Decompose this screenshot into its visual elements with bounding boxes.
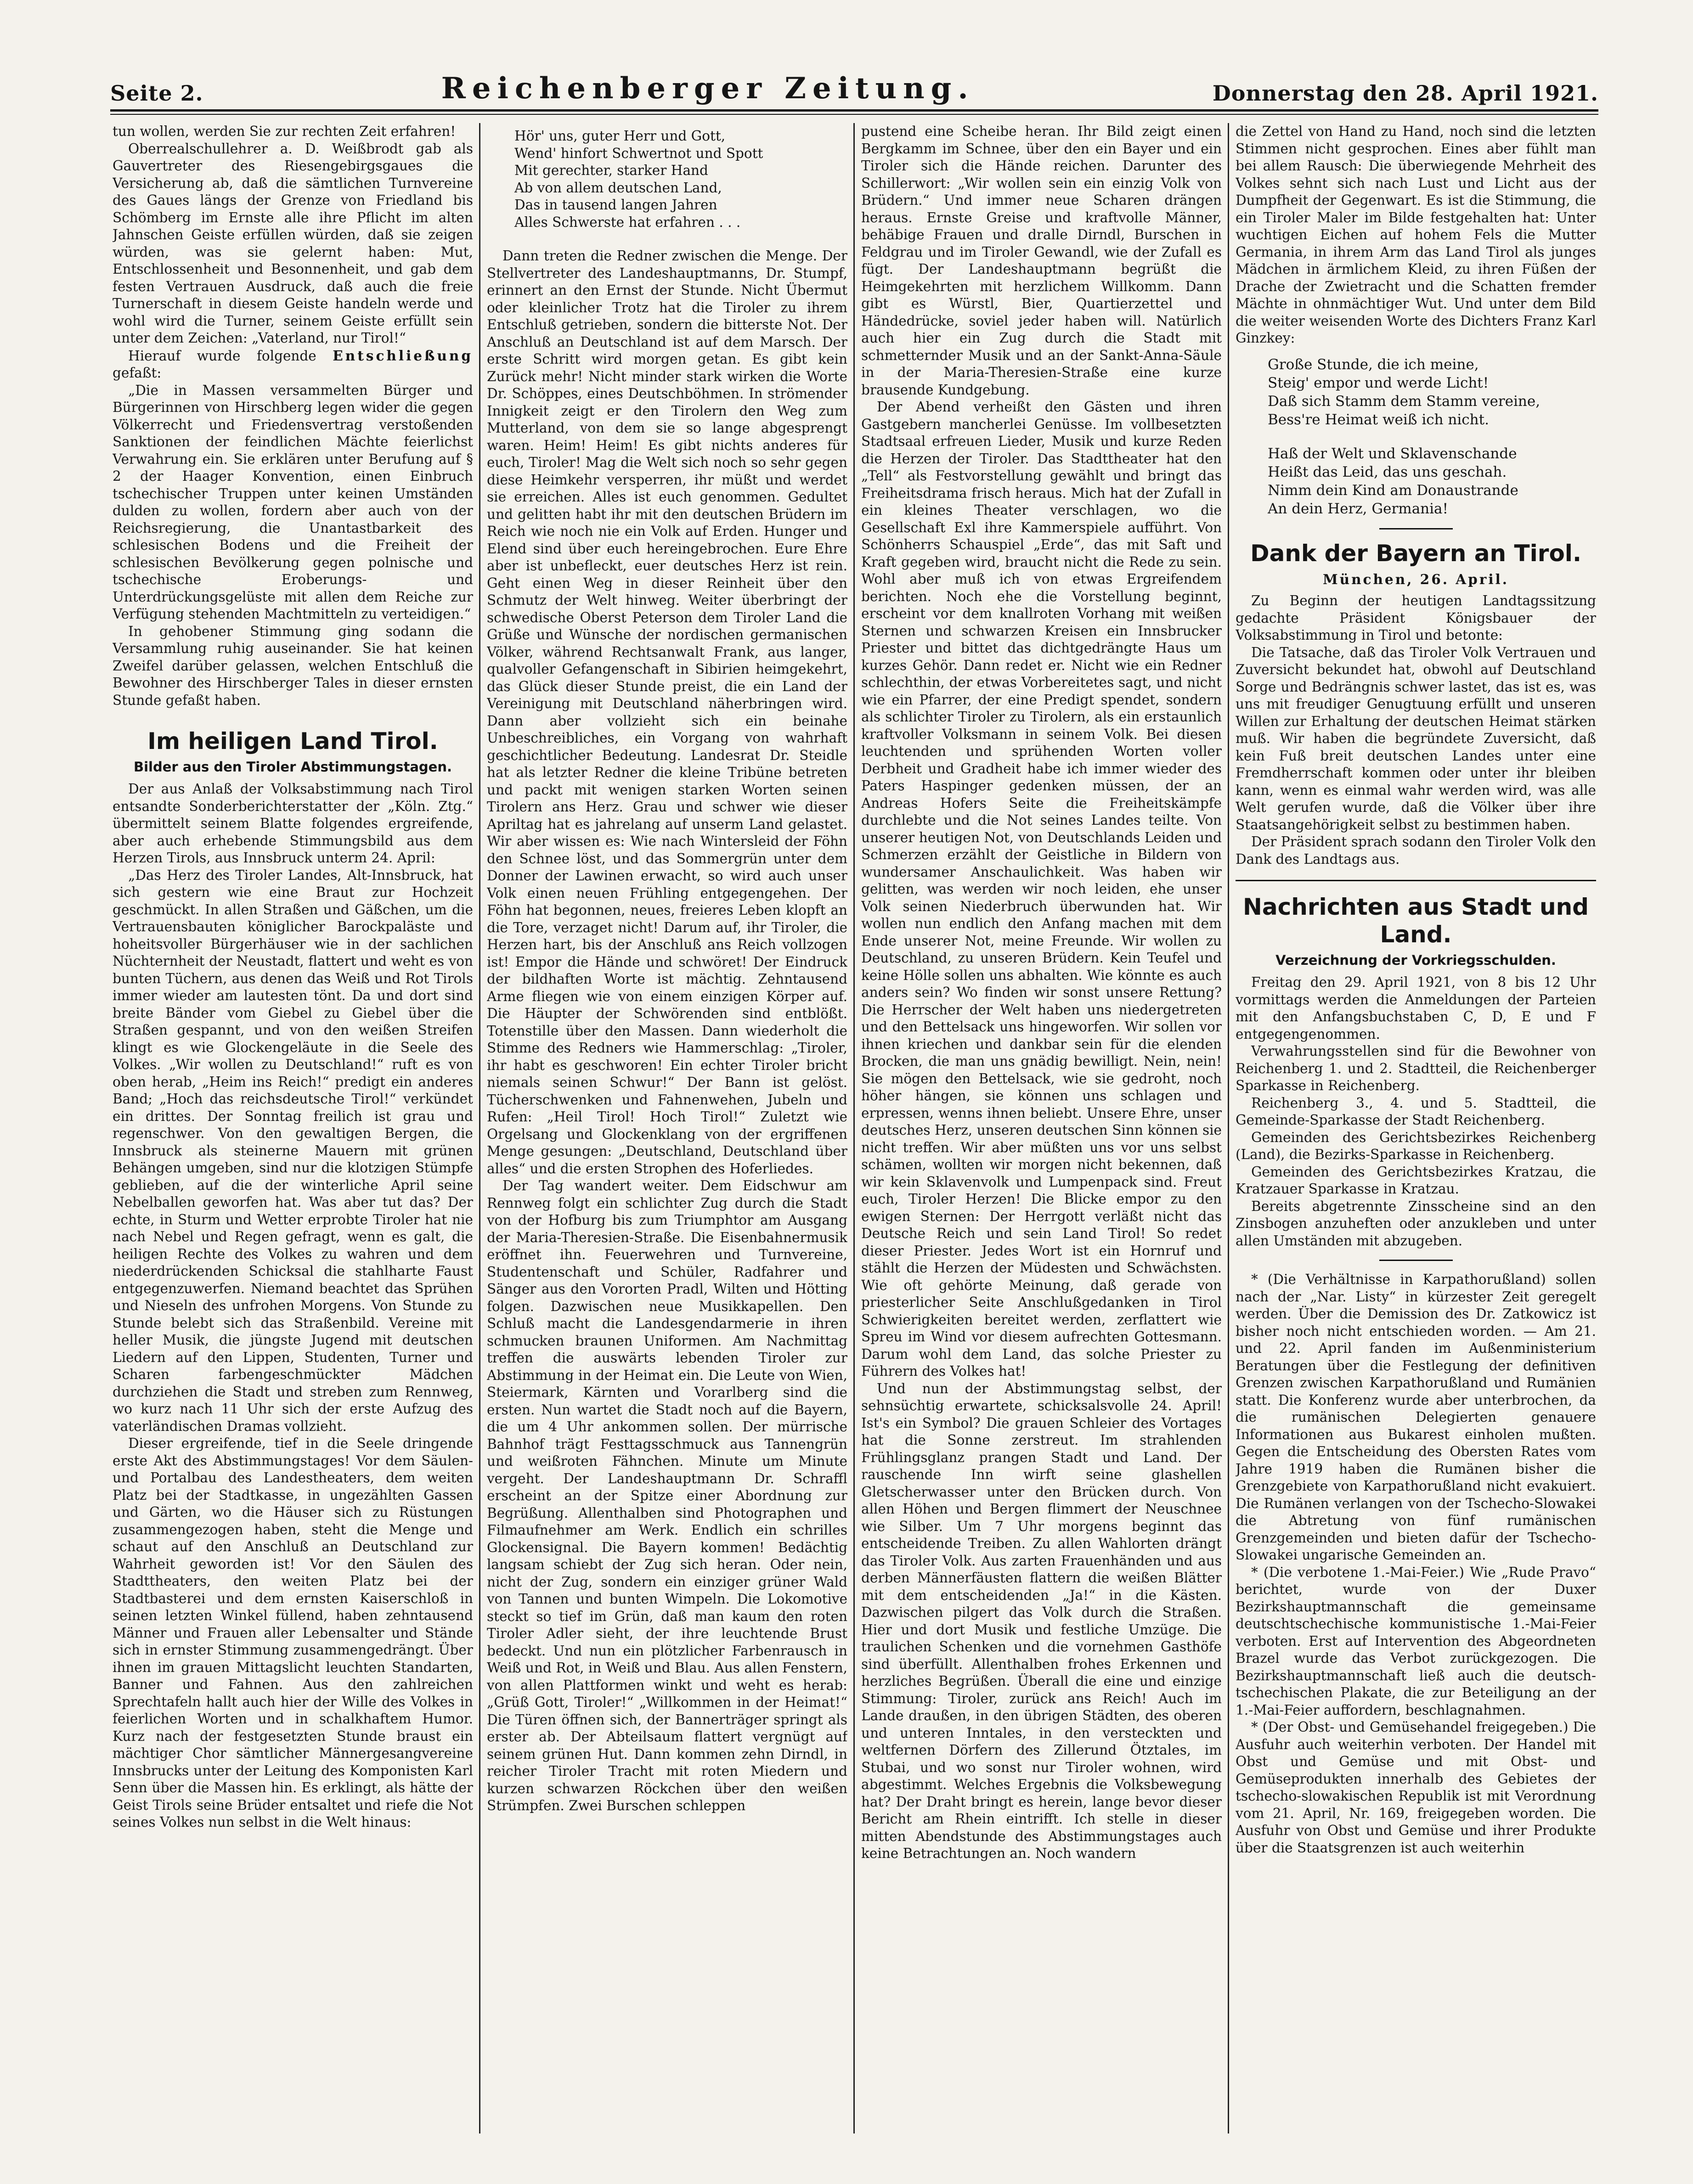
page-number: Seite 2. bbox=[110, 81, 203, 106]
paragraph: Bereits abgetrennte Zinsscheine sind an den Zinsbogen anzuheften oder anzukleben und unter allen Umständen mit abzugeben. bbox=[1236, 1198, 1596, 1249]
issue-date: Donnerstag den 28. April 1921. bbox=[1212, 81, 1598, 106]
paragraph: Die Tatsache, daß das Tiroler Volk Vertrauen und Zuversicht bekundet hat, obwohl auf Deutschland Sorge und Bedrängnis schwer lastet, das ist es, was uns mit freudiger Genugtuung erfüllt und unseren Willen zur Erhaltung der deutschen Heimat stärken muß. Wir haben die begründete Zuversicht, daß kein Fuß breit deutschen Landes unter eine Fremdherrschaft kommen oder unter ihr bleiben kann, wenn es einmal wahr werden wird, was alle Welt gerufen wurde, daß die Völker über ihre Staatsangehörigkeit selbst zu bestimmen haben. bbox=[1236, 644, 1596, 833]
dateline: München, 26. April. bbox=[1322, 571, 1509, 587]
news-item: * (Die verbotene 1.-Mai-Feier.) Wie „Rude Pravo“ berichtet, wurde von der Duxer Bezirkshauptmannschaft die gemeinsame deutschtschechische kommunistische 1.-Mai-Feier verboten. Erst auf Intervention des Abgeordneten Brazel wurde das Verbot zurückgezogen. Die Bezirkshauptmannschaft ließ auch die deutsch-tschechischen Plakate, die zur Beteiligung an der 1.-Mai-Feier auffordern, beschlagnahmen. bbox=[1236, 1564, 1596, 1718]
section-heading: Nachrichten aus Stadt und Land. bbox=[1243, 894, 1589, 948]
paragraph: Der Tag wandert weiter. Dem Eidschwur am Rennweg folgt ein schlichter Zug durch die Stadt von der Hofburg bis zum Triumphtor am Ausgang der Maria-Theresien-Straße. Die Eisenbahnermusik eröffnet ihn. Feuerwehren und Turnvereine, Studentenschaft und Schüler, Radfahrer und Sänger aus den Vororten Pradl, Wilten und Hötting folgen. Dazwischen neue Musikkapellen. Den Schluß macht die Landesgendarmerie in ihren schmucken braunen Uniformen. Am Nachmittag treffen die auswärts lebenden Tiroler zur Abstimmung in der Heimat ein. Die Leute von Wien, Steiermark, Kärnten und Vorarlberg sind die ersten. Nun wartet die Stadt noch auf die Bayern, die um 4 Uhr ankommen sollen. Der mürrische Bahnhof trägt Festtagsschmuck aus Tannengrün und weißroten Fähnchen. Minute um Minute vergeht. Der Landeshauptmann Dr. Schraffl erscheint an der Spitze einer Abordnung zur Begrüßung. Allenthalben sind Photographen und Filmaufnehmer am Werk. Endlich ein schrilles Glockensignal. Die Bayern kommen! Bedächtig langsam schiebt der Zug sich heran. Oder nein, nicht der Zug, sondern ein einziger grüner Wald von Tannen und bunten Wimpeln. Die Lokomotive steckt so tief im Grün, daß man kaum den roten Tiroler Adler sieht, der ihre leuchtende Brust bedeckt. Und nun ein plötzlicher Farbenrausch in Weiß und Rot, in Weiß und Blau. Aus allen Fenstern, von allen Plattformen winkt und weht es herab: „Grüß Gott, Tiroler!“ „Willkommen in der Heimat!“ Die Türen öffnen sich, der Bannerträger springt als erster ab. Der Abteilsaum flattert vergnügt auf seinem grünen Hut. Dann kommen zehn Dirndl, in reicher Tiroler Tracht mit roten Miedern und kurzen schwarzen Röckchen über den weißen Strümpfen. Zwei Burschen schleppen bbox=[487, 1178, 847, 1813]
paragraph: Gemeinden des Gerichtsbezirkes Reichenberg (Land), die Bezirks-Sparkasse in Reichenberg. bbox=[1236, 1129, 1596, 1162]
article-heading: Im heiligen Land Tirol. bbox=[147, 728, 438, 754]
column-2 bbox=[487, 123, 847, 2133]
poem-line: Alles Schwerste hat erfahren . . . bbox=[514, 214, 741, 230]
paragraph: „Das Herz des Tiroler Landes, Alt-Innsbruck, hat sich gestern wie eine Braut zur Hochzeit geschmückt. In allen Straßen und Gäßchen, um die Vertrauensbauten königlicher Barockpaläste und hoheitsvoller Bürgerhäuser wie in der sachlichen Nüchternheit der Neustadt, flattert und weht es von bunten Tüchern, aus denen das Weiß und Rot Tirols immer wieder am lautesten tönt. Da und dort sind breite Bänder vom Giebel zu Giebel über die Straßen gespannt, und von den weißen Streifen klingt es wie Glockengeläute in die Seele des Volkes. „Wir wollen zu Deutschland!“ ruft es von oben herab, „Heim ins Reich!“ predigt ein anderes Band; „Hoch das reichsdeutsche Tirol!“ verkündet ein drittes. Der Sonntag freilich ist grau und regenschwer. Von den gewaltigen Bergen, die Innsbruck als steinerne Mauern mit grünen Behängen umgeben, sind nur die klotzigen Stümpfe geblieben, auf die der winterliche April seine Nebelballen geworfen hat. Was aber tut das? Der echte, in Sturm und Wetter erprobte Tiroler hat nie nach Nebel und Regen gefragt, wenn es galt, die heiligen Rechte des Volkes zu wahren und dem niederdrückenden Schicksal die stahlharte Faust entgegenzuwerfen. Niemand beachtet das Sprühen und Nieseln des unfrohen Morgens. Von Stunde zu Stunde belebt sich das Straßenbild. Vereine mit heller Musik, die jüngste Jugend mit deutschen Liedern auf den Lippen, Studenten, Turner und Scharen farbengeschmückter Mädchen durchziehen die Stadt und streben zum Rennweg, wo kurz nach 11 Uhr sich der erste Aufzug des vaterländischen Dramas vollzieht. bbox=[113, 867, 473, 1434]
column-3 bbox=[861, 123, 1222, 2133]
poem-line: Bess're Heimat weiß ich nicht. bbox=[1268, 411, 1489, 428]
paragraph: Der Präsident sprach sodann den Tiroler Volk den Dank des Landtags aus. bbox=[1236, 834, 1596, 867]
paragraph: Und nun der Abstimmungstag selbst, der sehnsüchtig erwartete, schicksalsvolle 24. April! Ist's ein Symbol? Die grauen Schleier des Vortages hat die Sonne zerstreut. Im strahlenden Frühlingsglanz prangen Stadt und Land. Der rauschende Inn wirft seine glashellen Gletscherwasser unter den Brücken durch. Von allen Höhen und Bergen flimmert der Neuschnee wie Silber. Um 7 Uhr morgens beginnt das entscheidende Treiben. Zu allen Wahlorten drängt das Tiroler Volk. Aus zarten Frauenhänden und aus derben Männerfäusten flattern die weißen Blätter mit dem entscheidenden „Ja!“ in die Kästen. Dazwischen pilgert das Volk durch die Straßen. Hier und dort Musik und festliche Umzüge. Die traulichen Schenken und die vornehmen Gasthöfe sind überfüllt. Allenthalben frohes Erkennen und herzliches Begrüßen. Überall die eine und einzige Stimmung: Tiroler, zurück ans Reich! Auch im Lande draußen, in den übrigen Städten, des oberen und unteren Inntales, in den versteckten und weltfernen Dörfern des Zillerund Ötztales, im Stubai, und wo sonst nur Tiroler wohnen, wird abgestimmt. Welches Ergebnis die Volksbewegung hat? Der Draht bringt es herein, lange bevor dieser Bericht am Rhein eintrifft. Ich stelle in dieser mitten Abendstunde des Abstimmungstages auch keine Betrachtungen an. Noch wandern bbox=[861, 1380, 1222, 1861]
paragraph: Verwahrungsstellen sind für die Bewohner von Reichenberg 1. und 2. Stadtteil, die Reichenberger Sparkasse in Reichenberg. bbox=[1236, 1043, 1596, 1093]
poem-line: Mit gerechter, starker Hand bbox=[514, 163, 708, 178]
poem-line: Haß der Welt und Sklavenschande bbox=[1268, 445, 1517, 462]
article-subheading: Bilder aus den Tiroler Abstimmungstagen. bbox=[133, 759, 452, 775]
paragraph: Freitag den 29. April 1921, von 8 bis 12 Uhr vormittags werden die Anmeldungen der Parteien mit den Anfangsbuchstaben C, D, E und F entgegengenommen. bbox=[1236, 974, 1596, 1042]
emphasis: Entschließung bbox=[333, 347, 473, 364]
section-divider bbox=[1379, 528, 1453, 529]
poem bbox=[514, 128, 847, 231]
paragraph: Der Abend verheißt den Gästen und ihren Gastgebern mancherlei Genüsse. Im vollbesetzten Stadtsaal erfreuen Lieder, Musik und kurze Reden die Herzen der Tiroler. Das Stadttheater hat den „Tell“ als Festvorstellung gewählt und bringt das Freiheitsdrama frisch heraus. Mich hat der Zufall in ein kleines Theater verschlagen, wo die Gesellschaft Exl ihre Kammerspiele aufführt. Von Schönherrs Schauspiel „Erde“, das mit Saft und Kraft gegeben wird, braucht nicht die Rede zu sein. Wohl aber muß ich von etwas Ergreifendem berichten. Noch ehe die Vorstellung beginnt, erscheint vor dem knallroten Vorhang mit weißen Sternen und schwarzen Kreisen ein Innsbrucker Priester und bittet das dichtgedrängte Haus um kurzes Gehör. Dann redet er. Nicht wie ein Redner schlechthin, der etwas Vorbereitetes sagt, und nicht wie ein Pfarrer, der eine Predigt spendet, sondern als schlichter Tiroler zu Tirolern, als ein erstaunlich kraftvoller Volksmann in seinem Volk. Bei diesen leuchtenden und sprühenden Worten voller Derbheit und Gradheit habe ich immer wieder des Paters Haspinger gedenken müssen, der an Andreas Hofers Seite die Freiheitskämpfe durchlebte und die Not seines Landes teilte. Von unserer heutigen Not, von Deutschlands Leiden und Schmerzen erzählt der Geistliche in Bildern von wundersamer Anschaulichkeit. Was haben wir gelitten, was werden wir noch leiden, ehe unser Volk seinen Niederbruch überwunden hat. Wir wollen nun endlich den Anfang machen mit dem Ende unserer Not, meine Freunde. Wir wollen zu Deutschland, zu unseren Brüdern. Kein Teufel und keine Hölle sollen uns abhalten. Wie könnte es auch anders sein? Wo finden wir sonst unsere Rettung? Die Herrscher der Welt haben uns niedergetreten und den Bettelsack uns hingeworfen. Wir sollen vor ihnen kriechen und dankbar sein für die elenden Brocken, die man uns gnädig bewilligt. Nein, nein! Sie mögen den Bettelsack, wie sie gedroht, noch höher hängen, sie können uns schlagen und erpressen, wenns ihnen beliebt. Unsere Ehre, unser deutsches Herz, unseren deutschen Sinn können sie nicht treffen. Wir aber müßten uns vor uns selbst schämen, wollten wir morgen nicht bekennen, daß wir kein Sklavenvolk und Lumpenpack sind. Freut euch, Tiroler Herzen! Die Blicke empor zu den ewigen Sternen: Der Herrgott verläßt nicht das Deutsche Reich und sein Land Tirol! So redet dieser Priester. Jedes Wort ist ein Hornruf und stählt die Herzen der Müdesten und Schwächsten. Wie oft gehörte Meinung, daß gerade von priesterlicher Seite Anschlußgedanken in Tirol Schwierigkeiten bereitet werden, zerflattert wie Spreu im Wind vor diesem aufrechten Gottesmann. Darum wohl dem Land, das solche Priester zu Führern des Volkes hat! bbox=[861, 399, 1222, 1379]
paragraph bbox=[113, 347, 473, 382]
column-4 bbox=[1236, 123, 1596, 2133]
text-run: Hierauf wurde folgende bbox=[128, 348, 333, 364]
paragraph: „Die in Massen versammelten Bürger und Bürgerinnen von Hirschberg legen wider die gegen Völkerrecht und Friedensvertrag verstoßenden Sanktionen der feindlichen Mächte feierlichst Verwahrung ein. Sie erklären unter Berufung auf § 2 der Haager Konvention, einen Einbruch tschechischer Truppen unter keinen Umständen dulden zu wollen, fordern aber auch von der Reichsregierung, die Unantastbarkeit des schlesischen Bodens und die Freiheit der schlesischen Bevölkerung gegen polnische und tschechische Eroberungs- und Unterdrückungsgelüste mit allen dem Reiche zur Verfügung stehenden Machtmitteln zu verteidigen.“ bbox=[113, 382, 473, 622]
poem-line: Ab von allem deutschen Land, bbox=[514, 180, 722, 196]
poem-line: Steig' empor und werde Licht! bbox=[1268, 374, 1489, 391]
paragraph: die Zettel von Hand zu Hand, noch sind die letzten Stimmen nicht gesprochen. Eines aber fühlt man bei allem Rausch: Die überwiegende Mehrheit des Volkes sehnt sich nach Lust und Licht aus der Dumpfheit der Gegenwart. Es ist die Stimmung, die ein Tiroler Maler im Bilde festgehalten hat: Unter wuchtigen Eichen auf hohem Fels die Mutter Germania, in ihrem Arm das Land Tirol als junges Mädchen in ärmlichem Kleid, zu ihren Füßen der Drache der Zwietracht und die Schatten fremder Mächte in ohnmächtiger Wut. Und unter dem Bild die weiter weisenden Worte des Dichters Franz Karl Ginzkey: bbox=[1236, 124, 1596, 346]
poem bbox=[1268, 355, 1596, 518]
paragraph: Gemeinden des Gerichtsbezirkes Kratzau, die Kratzauer Sparkasse in Kratzau. bbox=[1236, 1164, 1596, 1197]
newspaper-title: Reichenberger Zeitung. bbox=[441, 71, 975, 106]
paragraph: In gehobener Stimmung ging sodann die Versammlung ruhig auseinander. Sie hat keinen Zweifel darüber gelassen, welchen Entschluß die Bewohner des Hirschberger Tales in dieser ernsten Stunde gefaßt haben. bbox=[113, 623, 473, 708]
header-rule-thin bbox=[110, 114, 1598, 115]
poem-line: Daß sich Stamm dem Stamm vereine, bbox=[1268, 393, 1541, 410]
poem-line: An dein Herz, Germania! bbox=[1268, 500, 1448, 517]
page-header bbox=[110, 69, 1598, 106]
poem-line: Hör' uns, guter Herr und Gott, bbox=[514, 128, 726, 144]
paragraph: Dann treten die Redner zwischen die Menge. Der Stellvertreter des Landeshauptmanns, Dr. Stumpf, erinnert an den Ernst der Stunde. Nicht Übermut oder kleinlicher Trotz hat die Tiroler zu ihrem Entschluß getrieben, sondern die bitterste Not. Der Anschluß an Deutschland ist auf dem Marsch. Der erste Schritt wird morgen getan. Es gibt kein Zurück mehr! Nicht minder stark wirken die Worte Dr. Schöppes, eines Deutschböhmen. In strömender Innigkeit zeigt er den Tirolern den Weg zum Mutterland, von dem sie so lange abgesprengt waren. Heim! Heim! Es gibt nichts anderes für euch, Tiroler! Mag die Welt sich noch so sehr gegen diese Heimkehr versperren, ihr müßt und werdet sie erreichen. Alles ist euch genommen. Gedultet und gelitten habt ihr mit den deutschen Brüdern im Reich wie noch nie ein Volk auf Erden. Hunger und Elend sind über euch hereingebrochen. Eure Ehre aber ist unbefleckt, euer deutsches Herz ist rein. Geht einen Weg in dieser Reinheit über den Schmutz der Welt hinweg. Weiter überbringt der schwedische Oberst Peterson dem Tiroler Land die Grüße und Wünsche der nordischen germanischen Völker, während Rechtsanwalt Frank, aus langer, qualvoller Gefangenschaft in Sibirien heimgekehrt, das Glück dieser Stunde preist, die ein Land der Vereinigung mit Deutschland näherbringen wird. Dann aber vollzieht sich ein beinahe Unbeschreibliches, ein Vorgang von wahrhaft geschichtlicher Bedeutung. Landesrat Dr. Steidle hat als letzter Redner die kleine Tribüne betreten und packt mit wenigen starken Worten seinen Tirolern ans Herz. Grau und schwer wie dieser Apriltag hat es jahrelang auf unserm Land gelastet. Wir aber wissen es: Wie nach Wintersleid der Föhn den Schnee löst, und das Sommergrün unter dem Donner der Lawinen erwacht, so wird auch unser Volk einen neuen Frühling entgegengehen. Der Föhn hat begonnen, neues, freieres Leben klopft an die Tore, verzaget nicht! Darum auf, ihr Tiroler, die Herzen hart, bis der Anschluß ans Reich vollzogen ist! Empor die Hände und schwöret! Der Eindruck der bildhaften Worte ist mächtig. Zehntausend Arme fliegen wie von einem einzigen Körper auf. Die Häupter der Schwörenden sind entblößt. Totenstille über den Massen. Dann wiederholt die Stimme des Redners wie Hammerschlag: „Tiroler, ihr habt es geschworen! Ein echter Tiroler bricht niemals seinen Schwur!“ Der Bann ist gelöst. Tücherschwenken und Fahnenwehen, Jubeln und Rufen: „Heil Tirol! Hoch Tirol!“ Zuletzt wie Orgelsang und Glockenklang von der ergriffenen Menge gesungen: „Deutschland, Deutschland über alles“ und die ersten Strophen des Hoferliedes. bbox=[487, 248, 847, 1176]
article-heading: Dank der Bayern an Tirol. bbox=[1250, 540, 1581, 567]
paragraph: Dieser ergreifende, tief in die Seele dringende erste Akt des Abstimmungstages! Vor dem Säulen- und Portalbau des Landestheaters, dem weiten Platz bei der Stadtkasse, in ungezählten Gassen und Gärten, wo die Häuser sich zu Rüstungen zusammengezogen haben, steht die Menge und schaut auf den Anschluß an Deutschland zur Wahrheit geworden ist! Vor den Säulen des Stadttheaters, den weiten Platz bei der Stadtbasterei und dem ernsten Kaiserschloß in seinen letzten Winkel füllend, haben zehntausend Männer und Frauen aller Lebensalter und Stände sich in ernster Stimmung zusammengedrängt. Über ihnen im grauen Mittagslicht leuchten Standarten, Banner und Fahnen. Aus den zahlreichen Sprechtafeln hallt auch hier der Wille des Volkes in feierlichen Worten und in schalkhaftem Humor. Kurz nach der festgesetzten Stunde braust ein mächtiger Chor sämtlicher Männergesangvereine Innsbrucks unter der Leitung des Komponisten Karl Senn über die Massen hin. Es erklingt, als hätte der Geist Tirols seine Brüder entsaltet und riefe die Not seines Volkes nun selbst in die Welt hinaus: bbox=[113, 1435, 473, 1830]
section-subheading: Verzeichnung der Vorkriegsschulden. bbox=[1275, 952, 1556, 968]
poem-line: Große Stunde, die ich meine, bbox=[1268, 356, 1479, 373]
column-divider bbox=[479, 123, 480, 2133]
poem-line: Das in tausend langen Jahren bbox=[514, 197, 717, 213]
column-divider bbox=[1228, 123, 1229, 2133]
column-divider bbox=[853, 123, 855, 2133]
paragraph: pustend eine Scheibe heran. Ihr Bild zeigt einen Bergkamm im Schnee, über den ein Bayer und ein Tiroler sich die Hände reichen. Darunter des Schillerwort: „Wir wollen sein ein einzig Volk von Brüdern.“ Und immer neue Scharen drängen heraus. Ernste Greise und kraftvolle Männer, behäbige Frauen und dralle Dirndl, Burschen in Feldgrau und im Tiroler Gewandl, wie der Zufall es fügt. Der Landeshauptmann begrüßt die Heimgekehrten mit herzlichem Willkomm. Dann gibt es Würstl, Bier, Quartierzettel und Händedrücke, soviel jeder haben will. Natürlich auch hier ein Zug durch die Stadt mit schmetternder Musik und an der Sankt-Anna-Säule in der Maria-Theresien-Straße eine kurze brausende Kundgebung. bbox=[861, 124, 1222, 398]
header-rule bbox=[110, 109, 1598, 112]
poem-line: Wend' hinfort Schwertnot und Spott bbox=[514, 145, 763, 161]
column-1 bbox=[113, 123, 473, 2133]
text-run: gefaßt: bbox=[113, 365, 162, 381]
section-divider bbox=[1236, 880, 1596, 881]
paragraph: tun wollen, werden Sie zur rechten Zeit erfahren! bbox=[113, 124, 456, 139]
section-divider bbox=[1379, 1260, 1453, 1261]
paragraph: Reichenberg 3., 4. und 5. Stadtteil, die Gemeinde-Sparkasse der Stadt Reichenberg. bbox=[1236, 1095, 1596, 1128]
poem-line: Heißt das Leid, das uns geschah. bbox=[1268, 463, 1507, 480]
paragraph: Der aus Anlaß der Volksabstimmung nach Tirol entsandte Sonderberichterstatter der „Köln. Ztg.“ übermittelt seinem Blatte folgendes ergreifende, aber auch erhebende Stimmungsbild aus dem Herzen Tirols, aus Innsbruck unterm 24. April: bbox=[113, 781, 473, 866]
poem-line: Nimm dein Kind am Donaustrande bbox=[1268, 482, 1518, 499]
news-item: * (Die Verhältnisse in Karpathorußland) sollen nach der „Nar. Listy“ in kürzester Zeit geregelt werden. Über die Demission des Dr. Zatkowicz ist bisher noch nicht entschieden worden. — Am 21. und 22. April fanden im Außenministerium Beratungen über die Festlegung der definitiven Grenzen zwischen Karpathorußland und Rumänien statt. Die Konferenz wurde aber unterbrochen, da die rumänischen Delegierten genauere Informationen aus Bukarest einholen mußten. Gegen die Entscheidung des Obersten Rates vom Jahre 1919 haben die Rumänen bisher die Grenzgebiete von Karpathorußland nicht evakuiert. Die Rumänen verlangen von der Tschecho-Slowakei die Abtretung von fünf rumänischen Grenzgemeinden und bieten dafür der Tschecho-Slowakei ungarische Gemeinden an. bbox=[1236, 1272, 1596, 1563]
paragraph: Oberrealschullehrer a. D. Weißbrodt gab als Gauvertreter des Riesengebirgsgaues die Versicherung ab, daß die sämtlichen Turnvereine des Gaues längs der Grenze von Friedland bis Schömberg im Ernste alle ihre Pflicht im alten Jahnschen Geiste erfüllen würden, daß sie zeigen würden, was sie gelernt haben: Mut, Entschlossenheit und Besonnenheit, und gab dem festen Vertrauen Ausdruck, daß auch die freie Turnerschaft in diesem Geiste handeln werde und wohl wird die Turner, seinem Geiste erfüllt sein unter dem Zeichen: „Vaterland, nur Tirol!“ bbox=[113, 141, 473, 346]
news-item: * (Der Obst- und Gemüsehandel freigegeben.) Die Ausfuhr auch weiterhin verboten. Der Handel mit Obst und Gemüse und mit Obst- und Gemüseprodukten innerhalb des Gebietes der tschecho-slowakischen Republik ist mit Verordnung vom 21. April, Nr. 169, freigegeben worden. Die Ausfuhr von Obst und Gemüse und ihrer Produkte über die Staatsgrenzen ist auch weiterhin bbox=[1236, 1719, 1596, 1856]
paragraph: Zu Beginn der heutigen Landtagssitzung gedachte Präsident Königsbauer der Volksabstimmung in Tirol und betonte: bbox=[1236, 593, 1596, 643]
